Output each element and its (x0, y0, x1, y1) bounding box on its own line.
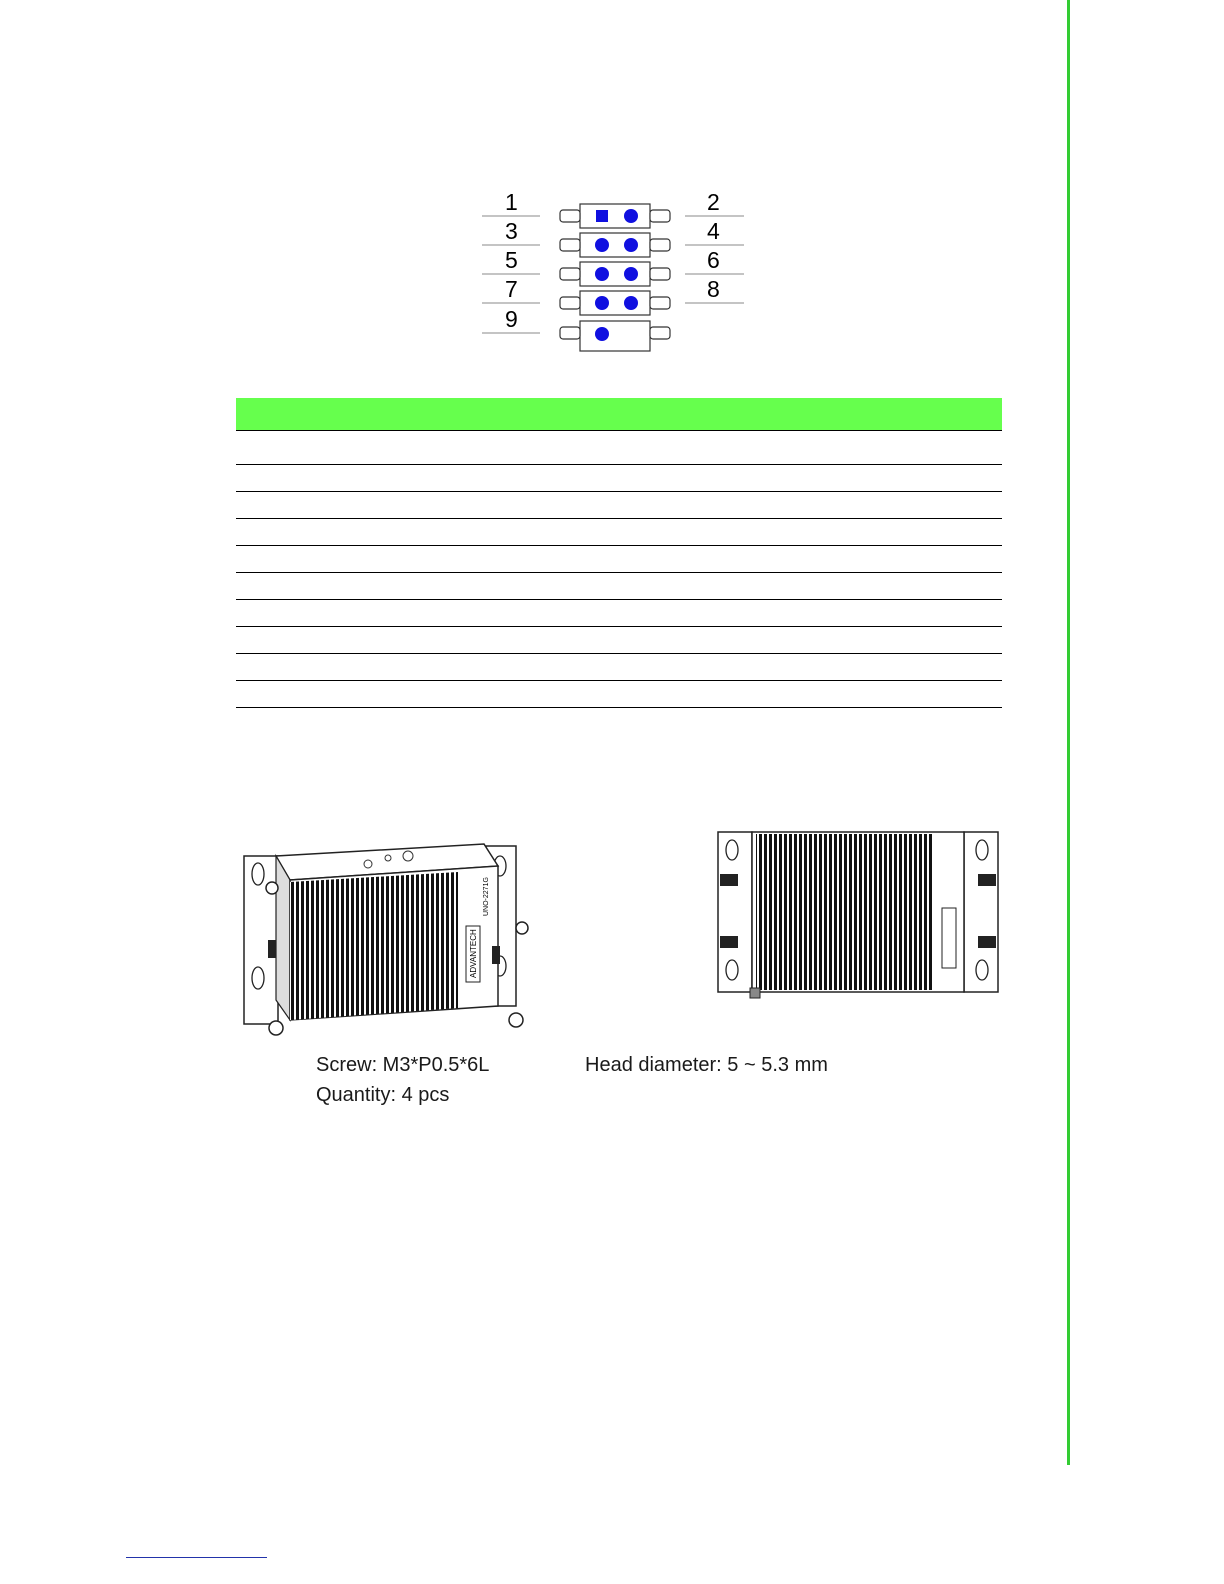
pin-label-7: 7 (505, 276, 518, 302)
table-row (236, 572, 1002, 599)
screw-icon (516, 922, 528, 934)
table-row (236, 518, 1002, 545)
pin-1-square (596, 210, 608, 222)
screw-icon (509, 1013, 523, 1027)
pin-label-4: 4 (707, 218, 720, 244)
device-brand-label: ADVANTECH (469, 929, 478, 978)
pin-label-3: 3 (505, 218, 518, 244)
table-row (236, 545, 1002, 572)
table-row (236, 680, 1002, 707)
table-row (236, 599, 1002, 626)
pin-label-5: 5 (505, 247, 518, 273)
table-row (236, 626, 1002, 653)
screw-quantity-caption: Quantity: 4 pcs (316, 1084, 450, 1106)
pin-assignment-table (236, 398, 1002, 708)
table-row (236, 653, 1002, 680)
pin-label-2: 2 (707, 189, 720, 215)
pin-2 (624, 209, 638, 223)
pin-header-svg (478, 188, 748, 358)
page-side-rule (1067, 0, 1070, 1465)
footer-rule (126, 1557, 267, 1558)
table-header-row (236, 398, 1002, 430)
screw-spec-caption: Screw: M3*P0.5*6L (316, 1054, 490, 1076)
pin-label-1: 1 (505, 189, 518, 215)
table-row (236, 464, 1002, 491)
head-diameter-caption: Head diameter: 5 ~ 5.3 mm (585, 1054, 828, 1076)
table-row (236, 491, 1002, 518)
pin-header-diagram (478, 188, 748, 358)
device-angled-svg (236, 836, 532, 1044)
device-mounting-illustration-top (714, 828, 1002, 1000)
device-top-svg (714, 828, 1002, 1000)
screw-icon (266, 882, 278, 894)
pin-label-9: 9 (505, 306, 518, 332)
table-row (236, 430, 1002, 464)
device-model-label: UNO-2271G (483, 877, 490, 916)
pin-label-8: 8 (707, 276, 720, 302)
device-mounting-illustration-angled (236, 836, 532, 1044)
screw-icon (269, 1021, 283, 1035)
pin-label-6: 6 (707, 247, 720, 273)
